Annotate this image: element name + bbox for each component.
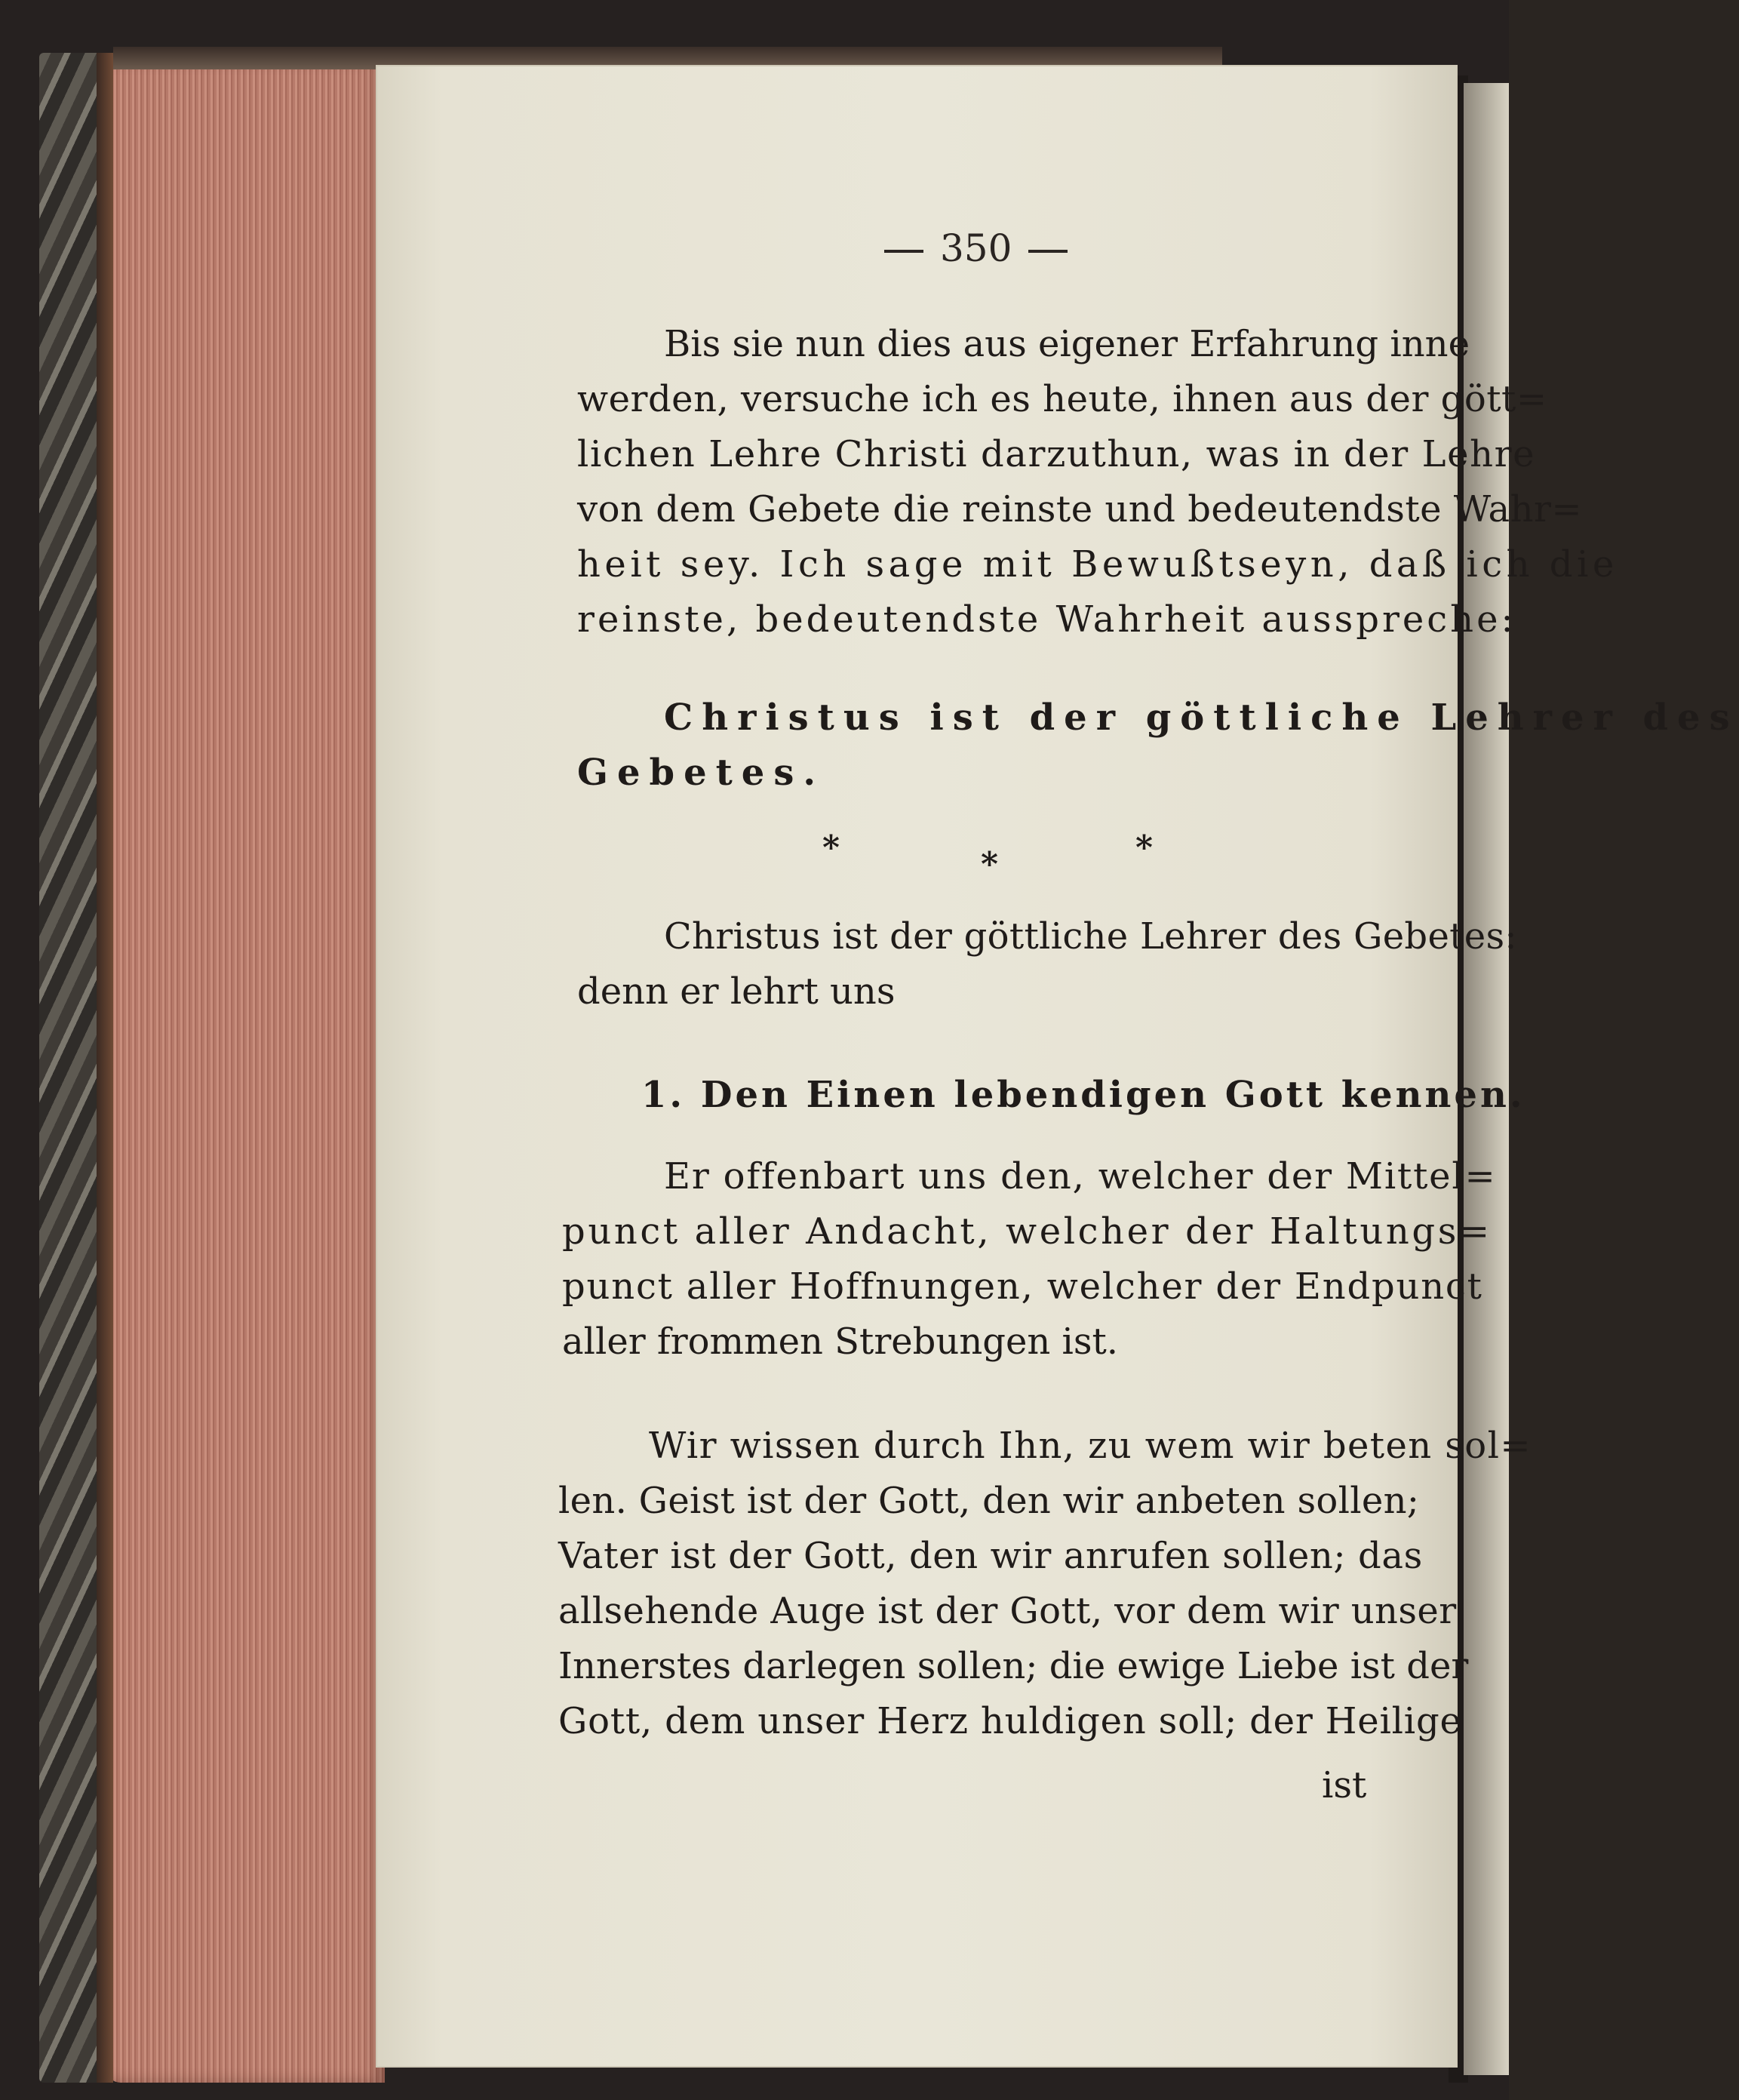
page-number [868,226,1084,270]
separator-asterisk: * [981,845,999,884]
text-line: punct aller Andacht, welcher der Haltungs= [562,1210,1492,1253]
text-line: werden, versuche ich es heute, ihnen aus der gött= [577,378,1547,420]
page-number-dash-left [884,250,923,253]
page-number-value: 350 [940,226,1012,270]
text-line: lichen Lehre Christi darzuthun, was in der Lehre [577,433,1536,475]
page-block-edge [106,60,385,2083]
cover-spine-edge [97,53,113,2083]
text-line: Gott, dem unser Herz huldigen soll; der Heilige [558,1700,1462,1742]
text-line: von dem Gebete die reinste und bedeutendste Wahr= [577,488,1583,530]
text-line: Bis sie nun dies aus eigener Erfahrung inne [664,323,1470,365]
text-line: Vater ist der Gott, den wir anrufen sollen; das [558,1535,1423,1577]
page-number-dash-right [1028,250,1068,253]
heading-text: 1. Den Einen lebendigen Gott kennen. [641,1074,1525,1116]
text-line: Innerstes darlegen sollen; die ewige Liebe ist der [558,1645,1469,1687]
text-line: heit sey. Ich sage mit Bewußtseyn, daß ich die [577,543,1618,586]
separator-asterisk: * [1135,829,1154,867]
text-line: Wir wissen durch Ihn, zu wem wir beten sol= [649,1425,1532,1467]
text-line: Christus ist der göttliche Lehrer des [664,696,1739,739]
text-line: aller frommen Strebungen ist. [562,1321,1119,1363]
text-line: len. Geist ist der Gott, den wir anbeten sollen; [558,1480,1420,1522]
text-line: Er offenbart uns den, welcher der Mittel= [664,1155,1497,1198]
text-line: punct aller Hoffnungen, welcher der Endpunct [562,1265,1483,1308]
separator-asterisk: * [822,829,840,867]
catchword-text: ist [1322,1764,1367,1806]
text-line: allsehende Auge ist der Gott, vor dem wir unser [558,1590,1457,1632]
text-line: Christus ist der göttliche Lehrer des Gebetes: [664,915,1517,958]
text-line: Gebetes. [577,752,825,794]
text-line: denn er lehrt uns [577,970,896,1013]
text-line: reinste, bedeutendste Wahrheit ausspreche: [577,598,1516,641]
